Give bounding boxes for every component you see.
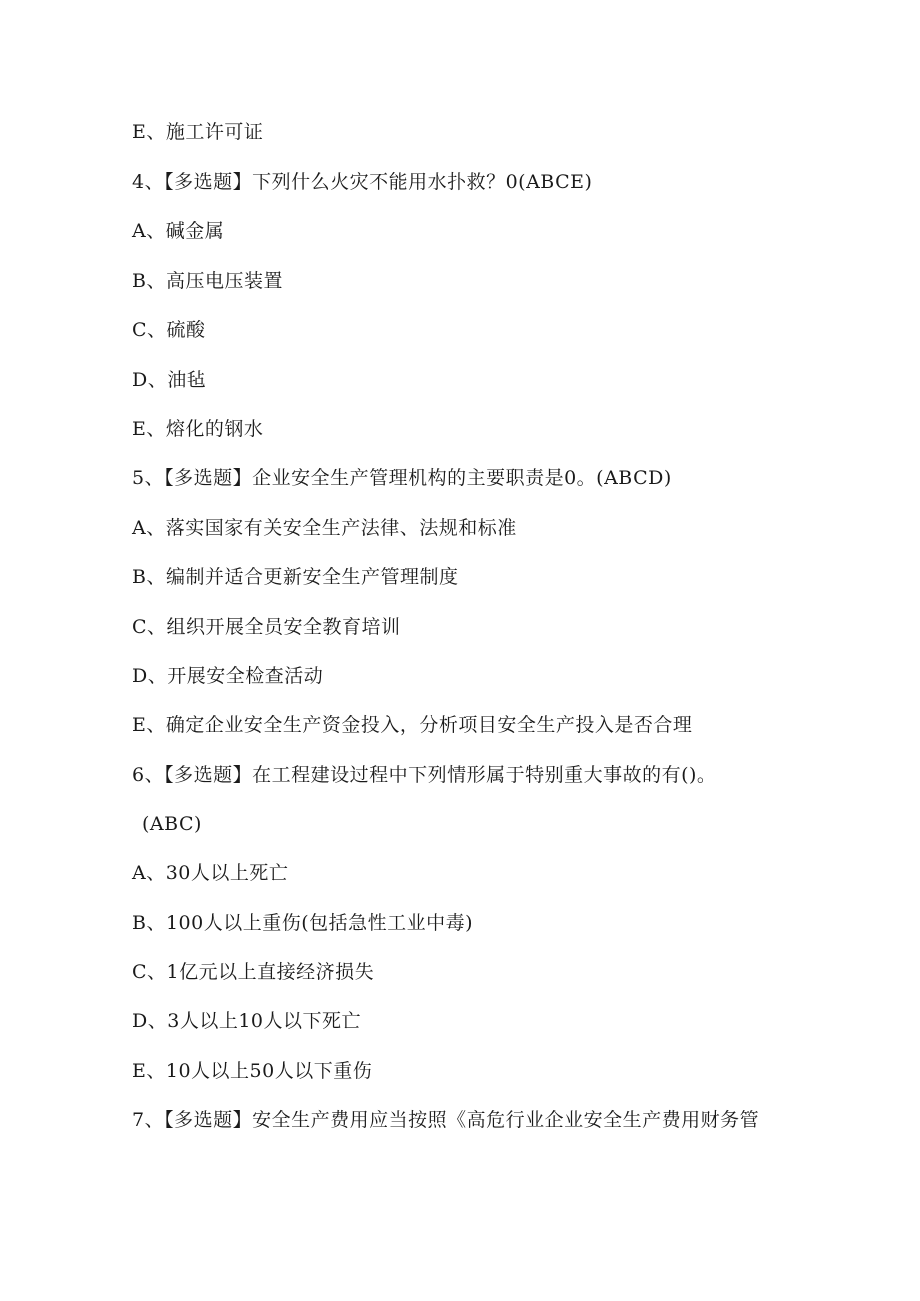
- option-e-q5: E、确定企业安全生产资金投入，分析项目安全生产投入是否合理: [132, 714, 693, 736]
- option-d-q5: D、开展安全检查活动: [132, 665, 324, 687]
- question-7: 7、【多选题】安全生产费用应当按照《高危行业企业安全生产费用财务管: [132, 1109, 760, 1131]
- option-a-q5: A、落实国家有关安全生产法律、法规和标准: [132, 517, 517, 539]
- option-d-q4: D、油毡: [132, 369, 207, 391]
- question-6-answer: (ABC): [142, 813, 202, 835]
- option-a-q6: A、30人以上死亡: [132, 862, 289, 884]
- option-a-q4: A、碱金属: [132, 220, 225, 242]
- option-e-q4: E、熔化的钢水: [132, 418, 264, 440]
- option-c-q5: C、组织开展全员安全教育培训: [132, 616, 401, 638]
- option-c-q4: C、硫酸: [132, 319, 206, 341]
- option-e-q3: E、施工许可证: [132, 121, 264, 143]
- option-e-q6: E、10人以上50人以下重伤: [132, 1060, 373, 1082]
- option-c-q6: C、1亿元以上直接经济损失: [132, 961, 375, 983]
- option-d-q6: D、3人以上10人以下死亡: [132, 1010, 361, 1032]
- question-5: 5、【多选题】企业安全生产管理机构的主要职责是0。(ABCD): [132, 467, 672, 489]
- option-b-q5: B、编制并适合更新安全生产管理制度: [132, 566, 459, 588]
- option-b-q6: B、100人以上重伤(包括急性工业中毒): [132, 912, 474, 934]
- question-4: 4、【多选题】下列什么火灾不能用水扑救？0(ABCE): [132, 171, 593, 193]
- question-6: 6、【多选题】在工程建设过程中下列情形属于特别重大事故的有()。: [132, 764, 717, 786]
- option-b-q4: B、高压电压装置: [132, 270, 283, 292]
